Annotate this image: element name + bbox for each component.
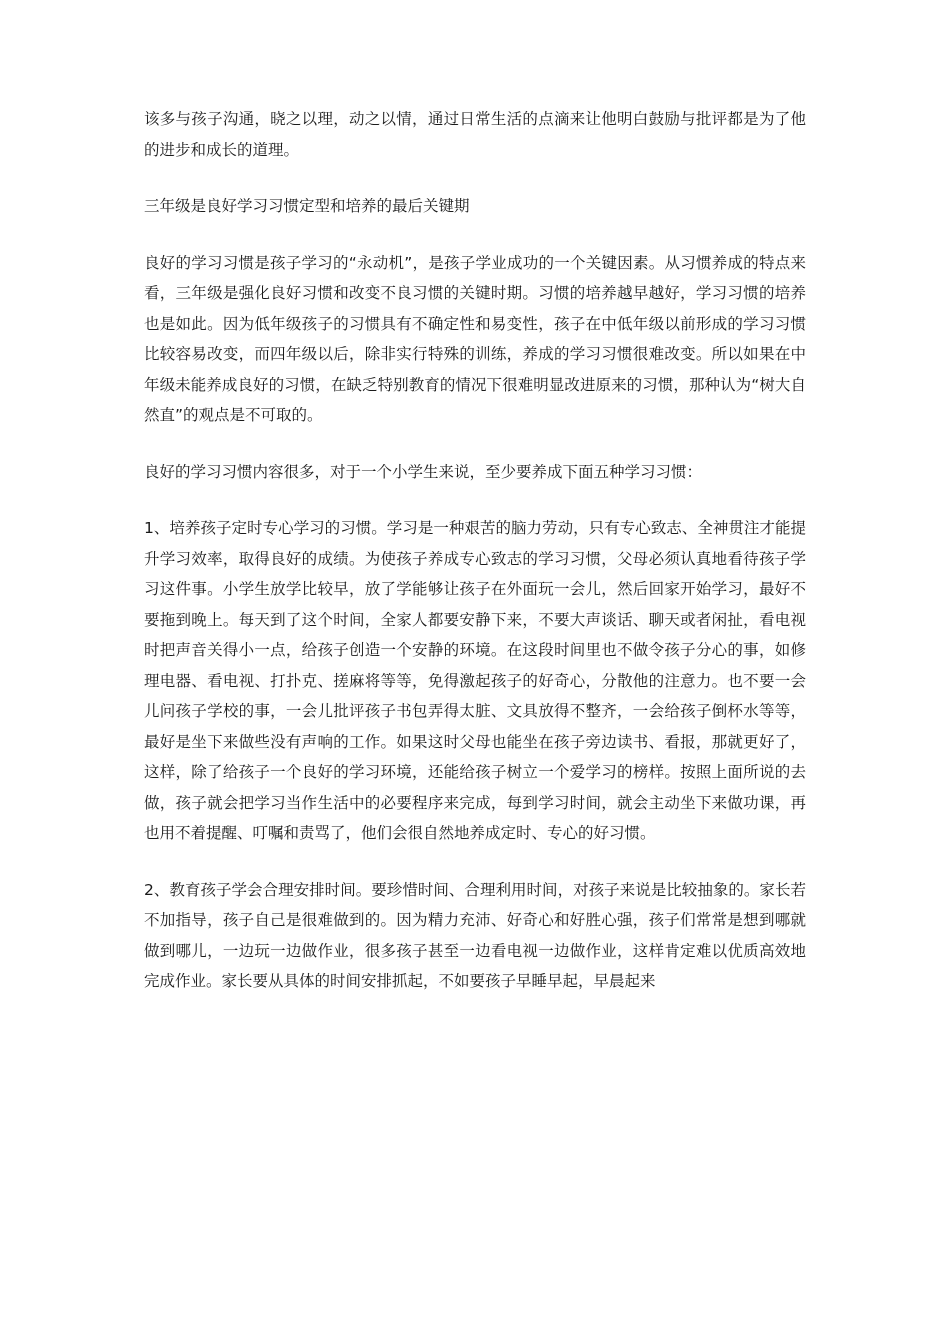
paragraph-5: 2、教育孩子学会合理安排时间。要珍惜时间、合理利用时间，对孩子来说是比较抽象的。家长若不加指导，孩子自己是很难做到的。因为精力充沛、好奇心和好胜心强，孩子们常常是想到哪就做到哪儿，一边玩一边做作业，很多孩子甚至一边看电视一边做作业，这样肯定难以优质高效地完成作业。家长要从具体的时间安排抓起，不如要孩子早睡早起，早晨起来 (144, 880, 806, 990)
paragraph-4: 1、培养孩子定时专心学习的习惯。学习是一种艰苦的脑力劳动，只有专心致志、全神贯注才能提升学习效率，取得良好的成绩。为使孩子养成专心致志的学习习惯，父母必须认真地看待孩子学习这件事。小学生放学比较早，放了学能够让孩子在外面玩一会儿，然后回家开始学习，最好不要拖到晚上。每天到了这个时间，全家人都要安静下来，不要大声谈话、聊天或者闲扯，看电视时把声音关得小一点，给孩子创造一个安静的环境。在这段时间里也不做令孩子分心的事，如修理电器、看电视、打扑克、搓麻将等等，免得激起孩子的好奇心，分散他的注意力。也不要一会儿问孩子学校的事，一会儿批评孩子书包弄得太脏、文具放得不整齐，一会给孩子倒杯水等等，最好是坐下来做些没有声响的工作。如果这时父母也能坐在孩子旁边读书、看报，那就更好了，这样，除了给孩子一个良好的学习环境，还能给孩子树立一个爱学习的榜样。按照上面所说的去做，孩子就会把学习当作生活中的必要程序来完成，每到学习时间，就会主动坐下来做功课，再也用不着提醒、叮嘱和责骂了，他们会很自然地养成定时、专心的好习惯。 (144, 519, 806, 842)
paragraph-3: 良好的学习习惯内容很多，对于一个小学生来说，至少要养成下面五种学习习惯： (144, 462, 703, 481)
paragraph-1: 该多与孩子沟通，晓之以理，动之以情，通过日常生活的点滴来让他明白鼓励与批评都是为了他的进步和成长的道理。 (144, 110, 806, 159)
paragraph-2: 良好的学习习惯是孩子学习的“永动机”，是孩子学业成功的一个关键因素。从习惯养成的特点来看，三年级是强化良好习惯和改变不良习惯的关键时期。习惯的培养越早越好，学习习惯的培养也是如此。因为低年级孩子的习惯具有不确定性和易变性，孩子在中低年级以前形成的学习习惯比较容易改变，而四年级以后，除非实行特殊的训练，养成的学习习惯很难改变。所以如果在中年级未能养成良好的习惯，在缺乏特别教育的情况下很难明显改进原来的习惯，那种认为“树大自然直”的观点是不可取的。 (144, 253, 806, 424)
document-body (144, 104, 806, 1023)
section-heading: 三年级是良好学习习惯定型和培养的最后关键期 (144, 197, 470, 215)
